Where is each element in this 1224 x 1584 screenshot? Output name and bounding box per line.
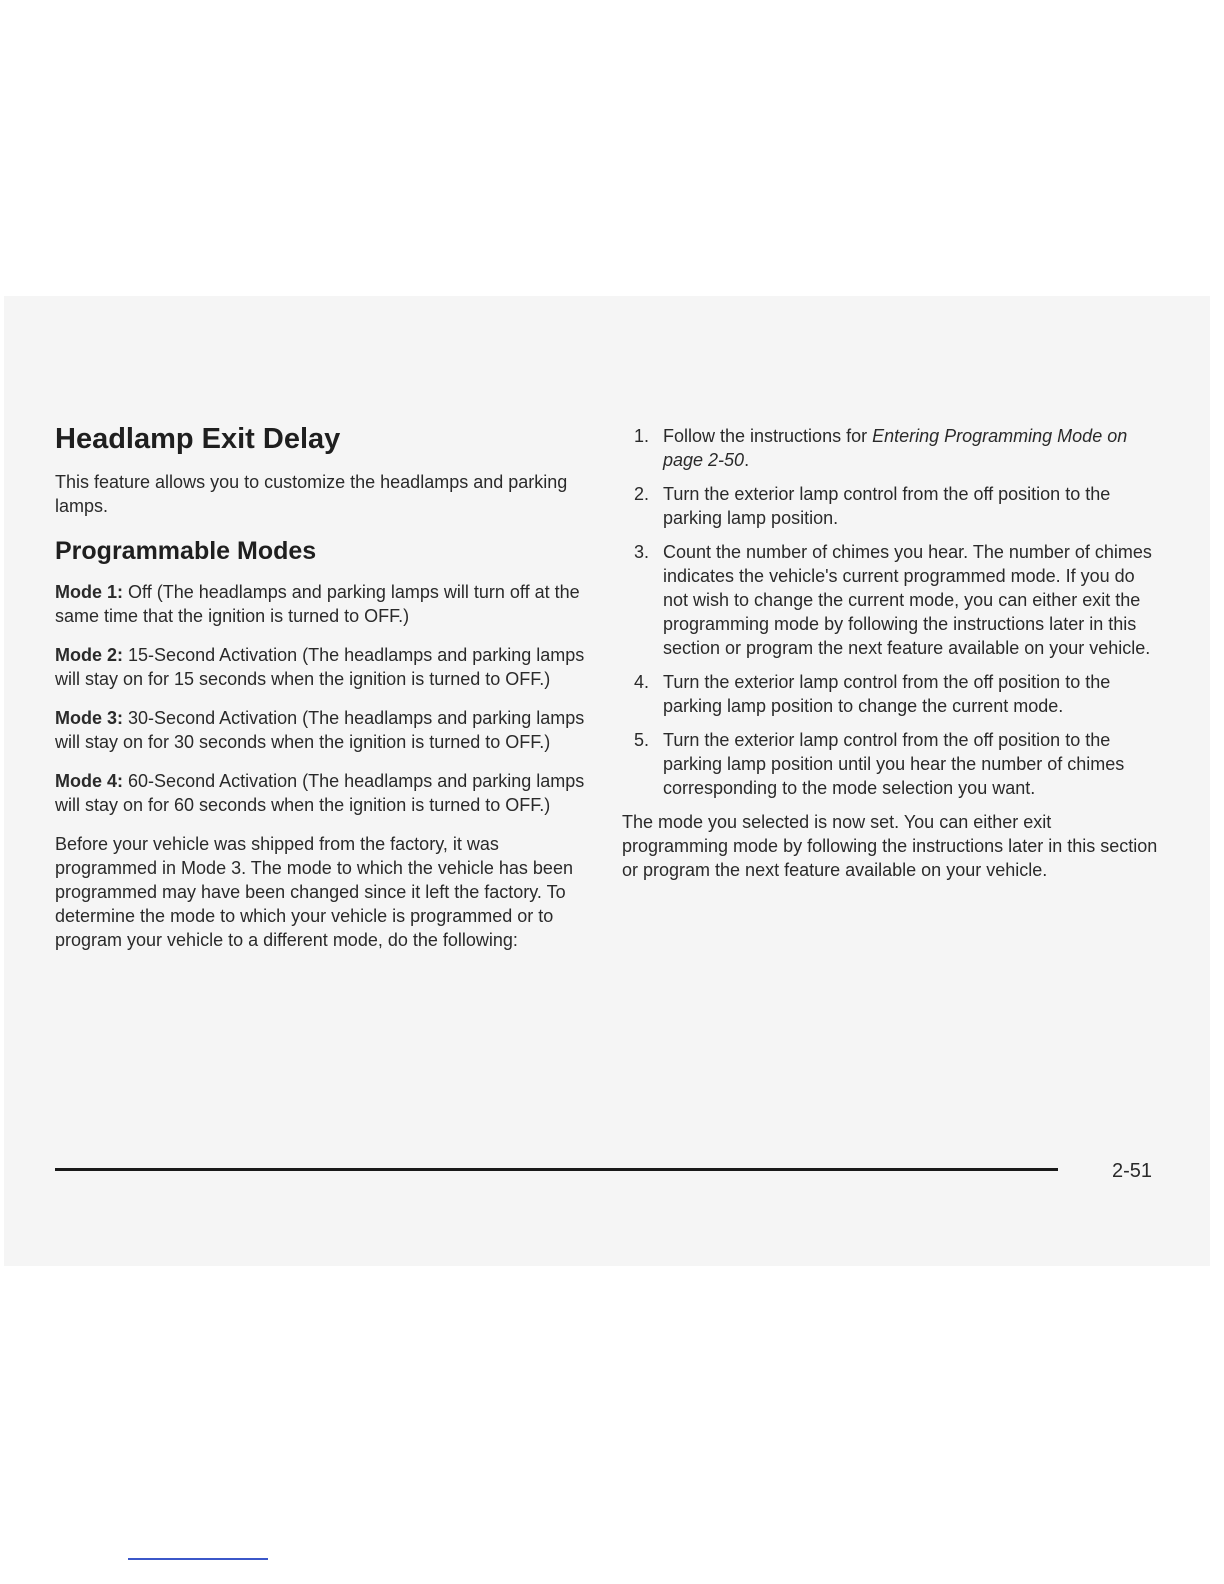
page-number: 2-51 (1112, 1160, 1153, 1182)
mode-2-paragraph (55, 643, 590, 691)
list-item (622, 482, 1162, 530)
closing-paragraph: The mode you selected is now set. You can either exit programming mode by following the instructions later in this section or program the next feature available on your vehicle. (622, 812, 1158, 880)
step-text: Count the number of chimes you hear. The number of chimes indicates the vehicle's current programmed mode. If you do not wish to change the current mode, you can either exit the programming mode by following the instructions later in this section or program the next feature available on your vehicle. (663, 542, 1152, 658)
steps-list (622, 424, 1162, 800)
closing-paragraph: Before your vehicle was shipped from the factory, it was programmed in Mode 3. The mode to which the vehicle has been programmed may have been changed since it left the factory. To determine the mode to which your vehicle is programmed or to program your vehicle to a different mode, do the following: (55, 834, 573, 950)
intro-paragraph: This feature allows you to customize the headlamps and parking lamps. (55, 472, 568, 516)
right-column (622, 424, 1162, 897)
step-text: Follow the instructions for (663, 426, 873, 446)
list-item (622, 728, 1162, 800)
mode-text: Off (The headlamps and parking lamps will turn off at the same time that the ignition is turned to OFF.) (55, 582, 580, 626)
step-number: 5. (634, 730, 650, 750)
step-suffix: . (744, 450, 750, 470)
step-text: Turn the exterior lamp control from the off position to the parking lamp position to change the current mode. (663, 672, 1111, 716)
mode-4-paragraph (55, 769, 590, 817)
mode-1-paragraph (55, 580, 590, 628)
left-column (55, 422, 590, 967)
step-number: 1. (634, 426, 650, 446)
mode-text: 15-Second Activation (The headlamps and parking lamps will stay on for 15 seconds when the ignition is turned to OFF.) (55, 645, 585, 689)
mode-text: 30-Second Activation (The headlamps and parking lamps will stay on for 30 seconds when the ignition is turned to OFF.) (55, 708, 585, 752)
step-text: Turn the exterior lamp control from the off position to the parking lamp position. (663, 484, 1111, 528)
step-number: 4. (634, 672, 650, 692)
step-text: Turn the exterior lamp control from the off position to the parking lamp position until you hear the number of chimes corresponding to the mode selection you want. (663, 730, 1125, 798)
mode-text: 60-Second Activation (The headlamps and parking lamps will stay on for 60 seconds when the ignition is turned to OFF.) (55, 771, 585, 815)
page-reference: Entering Programming Mode on page 2-50 (663, 426, 1128, 470)
bottom-rule (128, 1558, 268, 1560)
mode-3-paragraph (55, 706, 590, 754)
mode-label: Mode 4: (55, 771, 124, 791)
list-item (622, 670, 1162, 718)
mode-label: Mode 2: (55, 645, 124, 665)
list-item (622, 540, 1162, 660)
subsection-title: Programmable Modes (55, 537, 317, 565)
mode-label: Mode 1: (55, 582, 124, 602)
step-number: 2. (634, 484, 650, 504)
section-title: Headlamp Exit Delay (55, 423, 341, 455)
step-number: 3. (634, 542, 650, 562)
footer-rule (55, 1168, 1058, 1171)
list-item (622, 424, 1162, 472)
mode-label: Mode 3: (55, 708, 124, 728)
